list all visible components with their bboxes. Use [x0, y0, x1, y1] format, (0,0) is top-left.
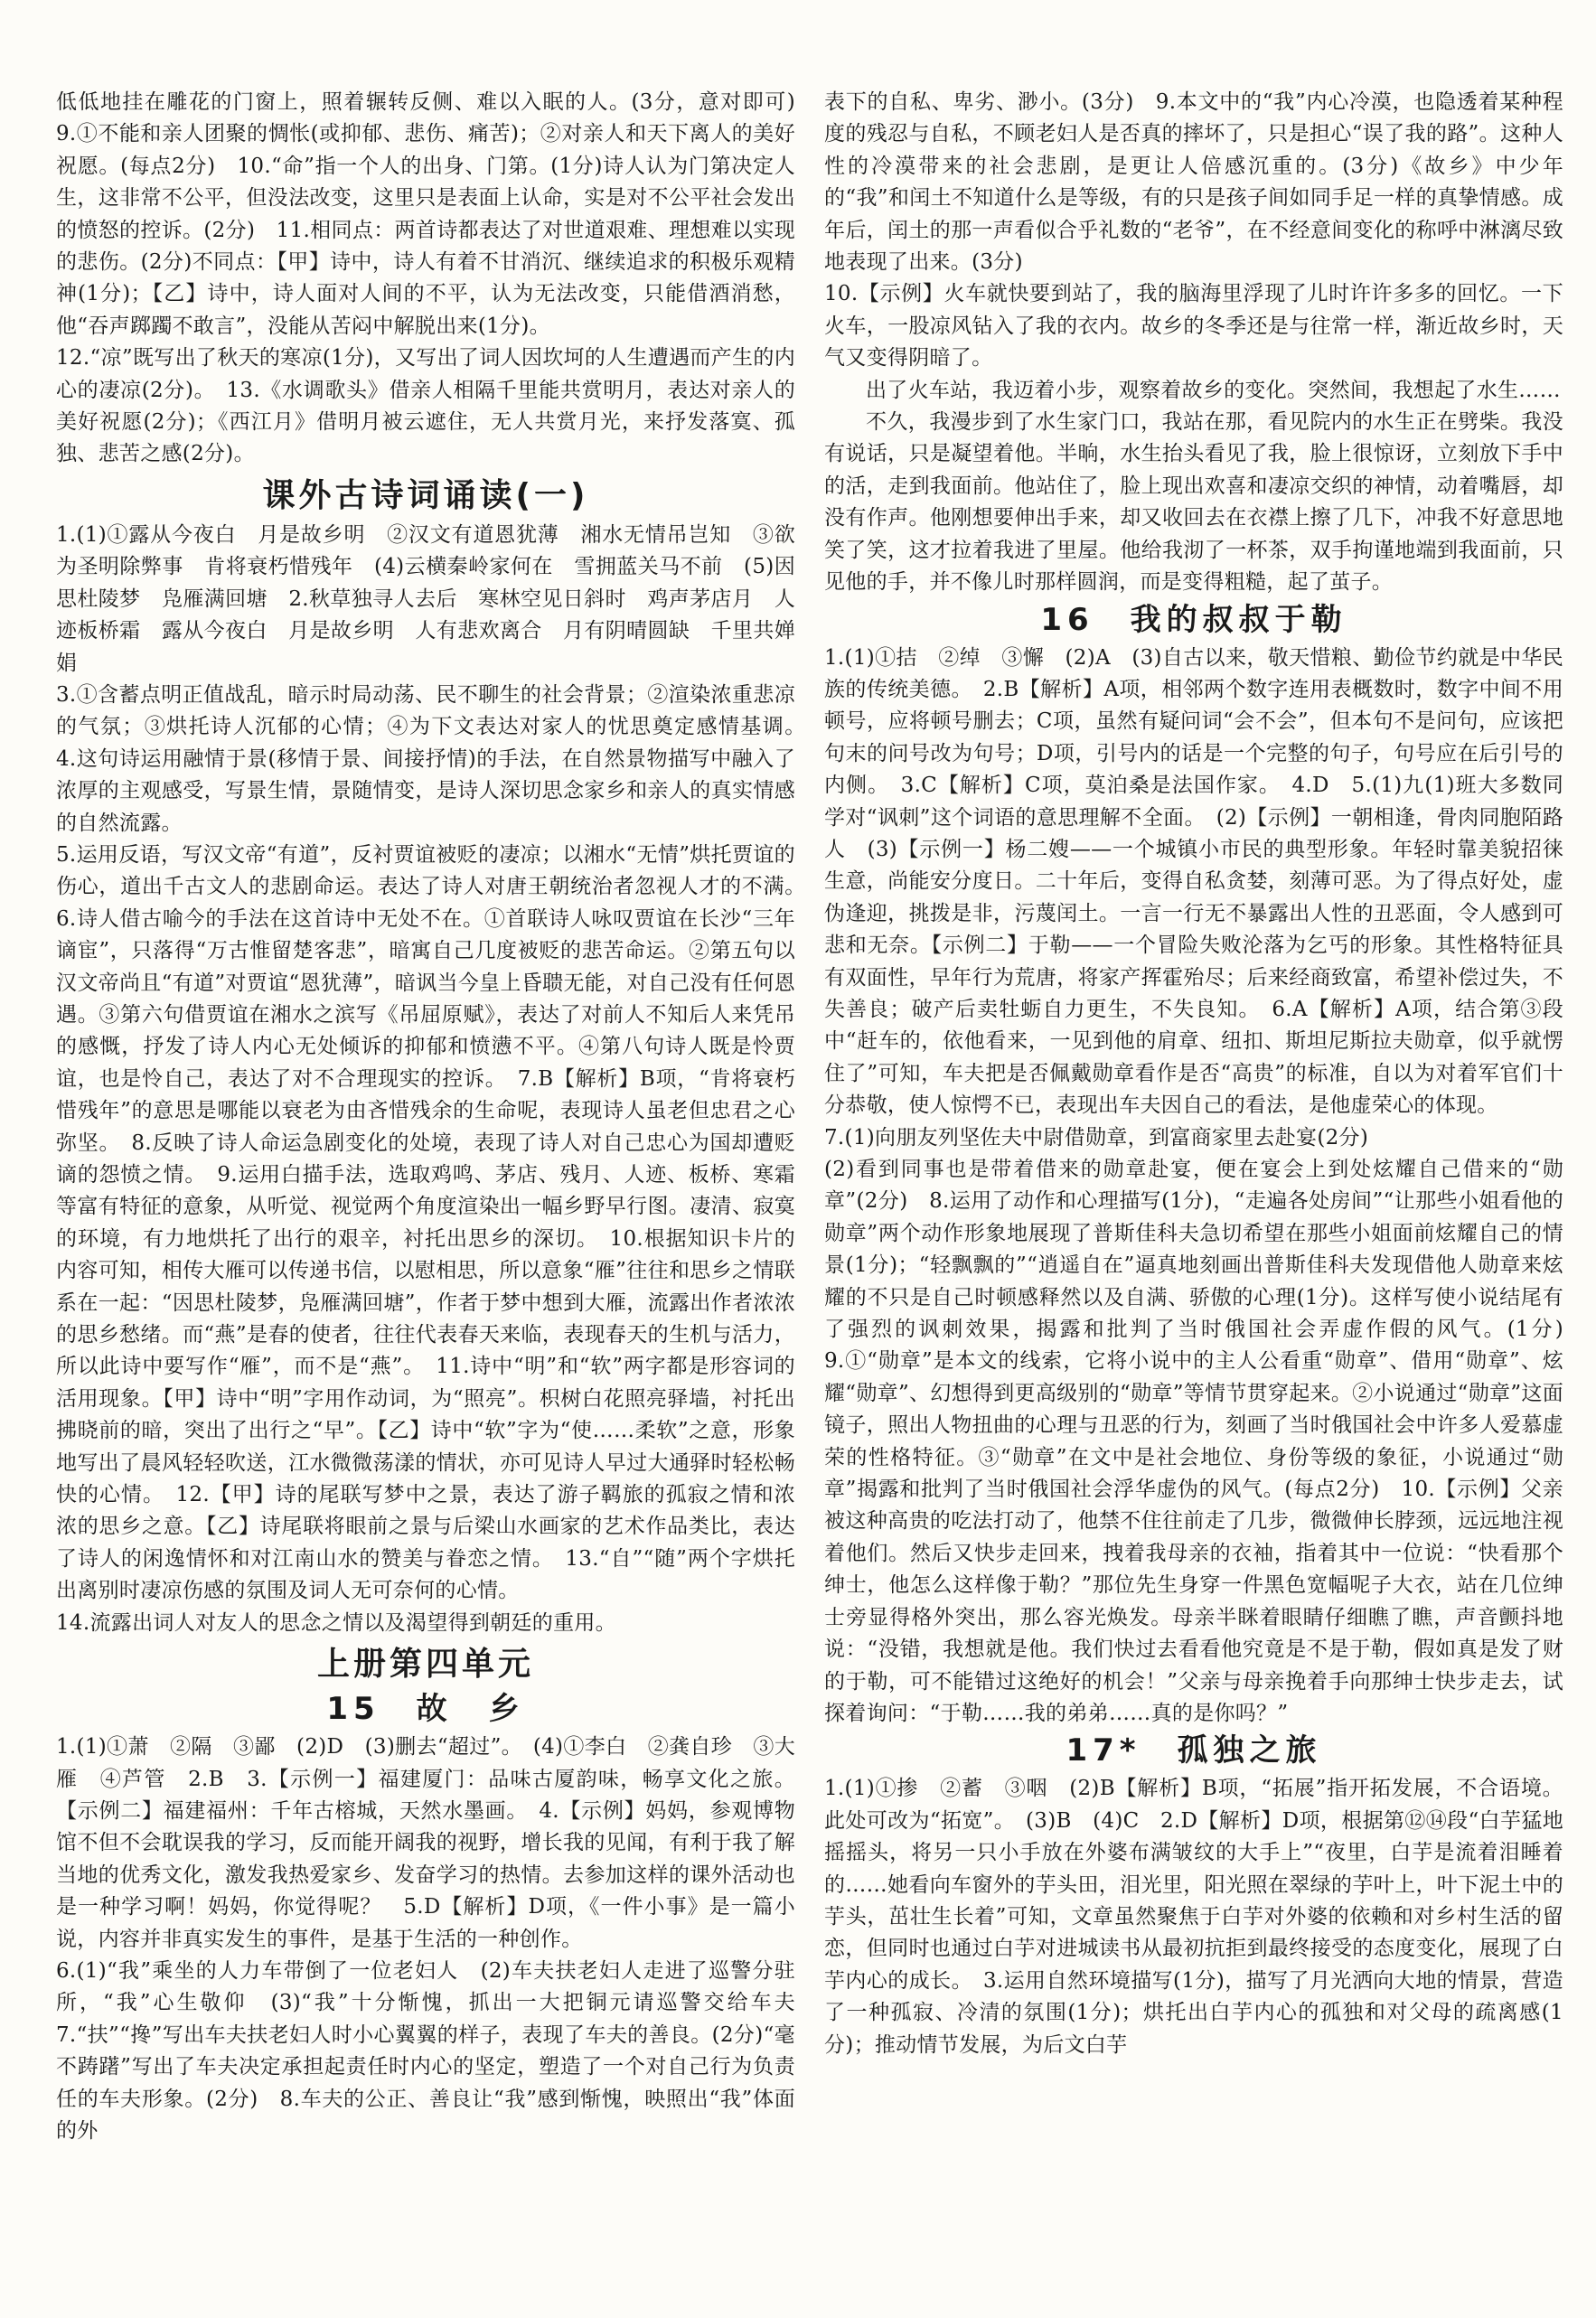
answer-paragraph: 10.【示例】火车就快要到站了，我的脑海里浮现了儿时许许多多的回忆。一下火车，一股凉风钻入了我的衣内。故乡的冬季还是与往常一样，渐近故乡时，天气又变得阴暗了。 — [824, 282, 1563, 371]
answer-paragraph: 1.(1)①掺 ②蓄 ③咽 (2)B【解析】B项，“拓展”指开拓发展，不合语境。此处可改为“拓宽”。 (3)B (4)C 2.D【解析】D项，根据第⑫⑭段“白芋猛地摇摇头，将另一只小手放在外婆布满皱纹的大手上”“夜里，白芋是流着泪睡着的……她看向车窗外的芋头田，泪光里，阳光照在翠绿的芋叶上，叶下泥土中的芋头，茁壮生长着”可知，文章虽然聚焦于白芋对外婆的依赖和对乡村生活的留恋，但同时也通过白芋对进城读书从最初抗拒到最终接受的态度变化，展现了白芋内心的成长。 3.运用自然环境描写(1分)，描写了月光洒向大地的情景，营造了一种孤寂、冷清的氛围(1分)；烘托出白芋内心的孤独和对父母的疏离感(1分)；推动情节发展，为后文白芋 — [824, 1777, 1563, 2057]
answer-paragraph: 3.①含蓄点明正值战乱，暗示时局动荡、民不聊生的社会背景；②渲染浓重悲凉的气氛；③烘托诗人沉郁的心情；④为下文表达对家人的忧思奠定感情基调。 4.这句诗运用融情于景(移情于景、间接抒情)的手法，在自然景物描写中融入了浓厚的主观感受，写景生情，景随情变，是诗人深切思念家乡和亲人的真实情感的自然流露。 — [56, 682, 817, 835]
right-column — [824, 87, 1585, 2292]
answer-paragraph: 1.(1)①萧 ②隔 ③鄙 (2)D (3)删去“超过”。 (4)①李白 ②龚自珍 ③大雁 ④芦管 2.B 3.【示例一】福建厦门：品味古厦韵味，畅享文化之旅。【示例二】福建福州：千年古榕城，天然水墨画。 4.【示例】妈妈，参观博物馆不但不会耽误我的学习，反而能开阔我的视野，增长我的见闻，有利于我了解当地的优秀文化，激发我热爱家乡、发奋学习的热情。去参加这样的课外活动也是一种学习啊！妈妈，你觉得呢？ 5.D【解析】D项，《一件小事》是一篇小说，内容并非真实发生的事件，是基于生活的一种创作。 — [56, 1735, 795, 1951]
answer-paragraph: 12.“凉”既写出了秋天的寒凉(1分)，又写出了词人因坎坷的人生遭遇而产生的内心的凄凉(2分)。 13.《水调歌头》借亲人相隔千里能共赏明月，表达对亲人的美好祝愿(2分)；《西江月》借明月被云遮住，无人共赏月光，来抒发落寞、孤独、悲苦之感(2分)。 — [56, 346, 795, 466]
answer-paragraph: 1.(1)①拮 ②绰 ③懈 (2)A (3)自古以来，敬天惜粮、勤俭节约就是中华民族的传统美德。 2.B【解析】A项，相邻两个数字连用表概数时，数字中间不用顿号，应将顿号删去；C项，虽然有疑问词“会不会”，但本句不是问句，应该把句末的问号改为句号；D项，引号内的话是一个完整的句子，句号应在后引号的内侧。 3.C【解析】C项，莫泊桑是法国作家。 4.D 5.(1)九(1)班大多数同学对“讽刺”这个词语的意思理解不全面。 (2)【示例】一朝相逢，骨肉同胞陌路人 (3)【示例一】杨二嫂——一个城镇小市民的典型形象。年轻时靠美貌招徕生意，尚能安分度日。二十年后，变得自私贪婪，刻薄可恶。为了得点好处，虚伪逢迎，挑拨是非，污蔑闰土。一言一行无不暴露出人性的丑恶面，令人感到可悲和无奈。【示例二】于勒——一个冒险失败沦落为乞丐的形象。其性格特征具有双面性，早年行为荒唐，将家产挥霍殆尽；后来经商致富，希望补偿过失，不失善良；破产后卖牡蛎自力更生，不失良知。 6.A【解析】A项，结合第③段中“赶车的，依他看来，一见到他的肩章、纽扣、斯坦尼斯拉夫勋章，似乎就愣住了”可知，车夫把是否佩戴勋章看作是否“高贵”的标准，自以为对着军官们十分恭敬，使人惊愕不已，表现出车夫因自己的看法，是他虚荣心的体现。 — [824, 645, 1563, 1118]
section-heading: 课外古诗词诵读(一) — [262, 476, 589, 514]
answer-paragraph: 5.运用反语，写汉文帝“有道”，反衬贾谊被贬的凄凉；以湘水“无情”烘托贾谊的伤心，道出千古文人的悲剧命运。表达了诗人对唐王朝统治者忽视人才的不满。 6.诗人借古喻今的手法在这首诗中无处不在。①首联诗人咏叹贾谊在长沙“三年谪宦”，只落得“万古惟留楚客悲”，暗寓自己几度被贬的悲苦命运。②第五句以汉文帝尚且“有道”对贾谊“恩犹薄”，暗讽当今皇上昏聩无能，对自己没有任何恩遇。③第六句借贾谊在湘水之滨写《吊屈原赋》，表达了对前人不知后人来凭吊的感慨，抒发了诗人内心无处倾诉的抑郁和愤懑不平。④第八句诗人既是怜贾谊，也是怜自己，表达了对不合理现实的控诉。 7.B【解析】B项，“肯将衰朽惜残年”的意思是哪能以衰老为由吝惜残余的生命呢，表现诗人虽老但忠君之心弥坚。 8.反映了诗人命运急剧变化的处境，表现了诗人对自己忠心为国却遭贬谪的怨愤之情。 9.运用白描手法，选取鸡鸣、茅店、残月、人迹、板桥、寒霜等富有特征的意象，从听觉、视觉两个角度渲染出一幅乡野早行图。凄清、寂寞的环境，有力地烘托了出行的艰辛，衬托出思乡的深切。 10.根据知识卡片的内容可知，相传大雁可以传递书信，以慰相思，所以意象“雁”往往和思乡之情联系在一起：“因思杜陵梦，凫雁满回塘”，作者于梦中想到大雁，流露出作者浓浓的思乡愁绪。而“燕”是春的使者，往往代表春天来临，表现春天的生机与活力，所以此诗中要写作“雁”，而不是“燕”。 11.诗中“明”和“软”两字都是形容词的活用现象。【甲】诗中“明”字用作动词，为“照亮”。枳树白花照亮驿墙，衬托出拂晓前的暗，突出了出行之“早”。【乙】诗中“软”字为“使……柔软”之意，形象地写出了晨风轻轻吹送，江水微微荡漾的情状，亦可见诗人早过大通驿时轻松畅快的心情。 12.【甲】诗的尾联写梦中之景，表达了游子羁旅的孤寂之情和浓浓的思乡之意。【乙】诗尾联将眼前之景与后梁山水画家的艺术作品类比，表达了诗人的闲逸情怀和对江南山水的赞美与眷恋之情。 13.“自”“随”两个字烘托出离别时凄凉伤感的氛围及词人无可奈何的心情。 — [56, 842, 817, 1603]
answer-paragraph: 7.(1)向朋友列坚佐夫中尉借勋章，到富商家里去赴宴(2分) — [824, 1125, 1369, 1150]
answer-paragraph: 表下的自私、卑劣、渺小。(3分) 9.本文中的“我”内心冷漠，也隐透着某种程度的残忍与自私，不顾老妇人是否真的摔坏了，只是担心“误了我的路”。这种人性的冷漠带来的社会悲剧，是更让人倍感沉重的。(3分)《故乡》中少年的“我”和闰土不知道什么是等级，有的只是孩子间如同手足一样的真挚情感。成年后，闰土的那一声看似合乎礼数的“老爷”，在不经意间变化的称呼中淋漓尽致地表现了出来。(3分) — [824, 90, 1563, 275]
left-column — [56, 87, 817, 2292]
sample-essay-paragraph: 出了火车站，我迈着小步，观察着故乡的变化。突然间，我想起了水生…… — [866, 378, 1561, 402]
unit-heading: 上册第四单元 — [316, 1646, 534, 1684]
lesson-heading: 15 故 乡 — [326, 1691, 525, 1728]
answer-paragraph: 6.(1)“我”乘坐的人力车带倒了一位老妇人 (2)车夫扶老妇人走进了巡警分驻所，“我”心生敬仰 (3)“我”十分惭愧，抓出一大把铜元请巡警交给车夫 7.“扶”“搀”写出车夫扶老妇人时小心翼翼的样子，表现了车夫的善良。(2分)“毫不踌躇”写出了车夫决定承担起责任时内心的坚定，塑造了一个对自己行为负责任的车夫形象。(2分) 8.车夫的公正、善良让“我”感到惭愧，映照出“我”体面的外 — [56, 1958, 817, 2143]
lesson-heading: 16 我的叔叔于勒 — [1040, 601, 1347, 638]
answer-paragraph: 14.流露出词人对友人的思念之情以及渴望得到朝廷的重用。 — [56, 1610, 616, 1635]
sample-essay-paragraph: 不久，我漫步到了水生家门口，我站在那，看见院内的水生正在劈柴。我没有说话，只是凝望着他。半晌，水生抬头看见了我，脸上很惊讶，立刻放下手中的活，走到我面前。他站住了，脸上现出欢喜和凄凉交织的神情，动着嘴唇，却没有作声。他刚想要伸出手来，却又收回去在衣襟上擦了几下，冲我不好意思地笑了笑，这才拉着我进了里屋。他给我沏了一杯茶，双手拘谨地端到我面前，只见他的手，并不像儿时那样圆润，而是变得粗糙，起了茧子。 — [824, 410, 1563, 595]
lesson-heading: 17* 孤独之旅 — [1066, 1732, 1322, 1769]
answer-paragraph: (2)看到同事也是带着借来的勋章赴宴，便在宴会上到处炫耀自己借来的“勋章”(2分) 8.运用了动作和心理描写(1分)，“走遍各处房间”“让那些小姐看他的勋章”两个动作形象地展现了普斯佳科夫急切希望在那些小姐面前炫耀自己的情景(1分)；“轻飘飘的”“逍遥自在”逼真地刻画出普斯佳科夫发现借他人勋章来炫耀的不只是自己时顿感释然以及自满、骄傲的心理(1分)。这样写使小说结尾有了强烈的讽刺效果，揭露和批判了当时俄国社会弄虚作假的风气。(1分) 9.①“勋章”是本文的线索，它将小说中的主人公看重“勋章”、借用“勋章”、炫耀“勋章”、幻想得到更高级别的“勋章”等情节贯穿起来。②小说通过“勋章”这面镜子，照出人物扭曲的心理与丑恶的行为，刻画了当时俄国社会中许多人爱慕虚荣的性格特征。③“勋章”在文中是社会地位、身份等级的象征，小说通过“勋章”揭露和批判了当时俄国社会浮华虚伪的风气。(每点2分) 10.【示例】父亲被这种高贵的吃法打动了，他禁不住往前走了几步，微微伸长脖颈，远远地注视着他们。然后又快步走回来，拽着我母亲的衣袖，指着其中一位说：“快看那个绅士，他怎么这样像于勒？”那位先生身穿一件黑色宽幅呢子大衣，站在几位绅士旁显得格外突出，那么容光焕发。母亲半眯着眼睛仔细瞧了瞧，声音颤抖地说：“没错，我想就是他。我们快过去看看他究竟是不是于勒，假如真是发了财的于勒，可不能错过这绝好的机会！”父亲与母亲挽着手向那绅士快步走去，试探着询问：“于勒……我的弟弟……真的是你吗？” — [824, 1158, 1585, 1725]
answer-paragraph: 低低地挂在雕花的门窗上，照着辗转反侧、难以入眠的人。(3分，意对即可) 9.①不能和亲人团聚的惆怅(或抑郁、悲伤、痛苦)；②对亲人和天下离人的美好祝愿。(每点2分) 10.“命”指一个人的出身、门第。(1分)诗人认为门第决定人生，这非常不公平，但没法改变，这里只是表面上认命，实是对不公平社会发出的愤怒的控诉。(2分) 11.相同点：两首诗都表达了对世道艰难、理想难以实现的悲伤。(2分)不同点：【甲】诗中，诗人有着不甘消沉、继续追求的积极乐观精神(1分)；【乙】诗中，诗人面对人间的不平，认为无法改变，只能借酒消愁，他“吞声踯躅不敢言”，没能从苦闷中解脱出来(1分)。 — [56, 90, 817, 338]
answer-paragraph: 1.(1)①露从今夜白 月是故乡明 ②汉文有道恩犹薄 湘水无情吊岂知 ③欲为圣明除弊事 肯将衰朽惜残年 (4)云横秦岭家何在 雪拥蓝关马不前 (5)因思杜陵梦 凫雁满回塘 2.秋草独寻人去后 寒林空见日斜时 鸡声茅店月 人迹板桥霜 露从今夜白 月是故乡明 人有悲欢离合 月有阴晴圆缺 千里共婵娟 — [56, 522, 795, 675]
